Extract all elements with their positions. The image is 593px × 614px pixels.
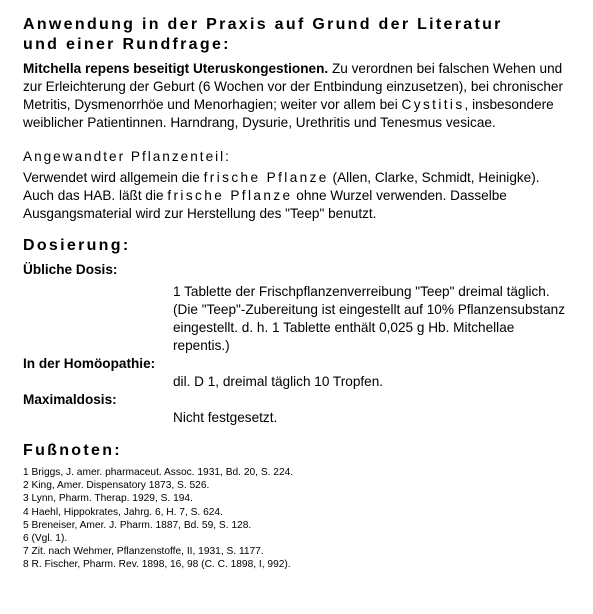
section-heading-fussnoten: Fußnoten: bbox=[23, 442, 122, 459]
dose-value-ueblich: 1 Tablette der Frischpflanzenverreibung "Teep" dreimal täglich. (Die "Teep"-Zubereitung ist eingestellt auf 10% Pflanzensubstanz eingestellt. d. h. 1 Tablette enthält 0,025 g Hb. Mitchellae repentis.) bbox=[173, 284, 566, 353]
dose-label-homoeopathie: In der Homöopathie: bbox=[23, 356, 156, 371]
pflanzenteil-text-1: Verwendet wird allgemein die bbox=[23, 170, 204, 185]
footnote-item: 7 Zit. nach Wehmer, Pflanzenstoffe, II, 1931, S. 1177. bbox=[23, 546, 264, 558]
footnote-item: 4 Haehl, Hippokrates, Jahrg. 6, H. 7, S. 624. bbox=[23, 506, 223, 518]
spaced-frische-pflanze-1: frische Pflanze bbox=[203, 170, 329, 185]
footnote-item: 3 Lynn, Pharm. Therap. 1929, S. 194. bbox=[23, 493, 193, 505]
pflanzenteil-text-3: ohne Wurzel verwenden. Dasselbe Ausgangsmaterial wird zur Herstellung des "Teep" benutzt. bbox=[23, 188, 507, 221]
subheading-pflanzenteil: Angewandter Pflanzenteil: bbox=[23, 149, 231, 164]
footnote-item: 2 King, Amer. Dispensatory 1873, S. 526. bbox=[23, 480, 210, 492]
document-page bbox=[23, 15, 573, 572]
footnote-item: 1 Briggs, J. amer. pharmaceut. Assoc. 1931, Bd. 20, S. 224. bbox=[23, 467, 294, 478]
heading-line-1: Anwendung in der Praxis auf Grund der Literatur bbox=[23, 16, 503, 33]
anwendung-text-b: , insbesondere weiblicher Patientinnen. Harndrang, Dysurie, Urethritis und Tenesmus vesicae. bbox=[23, 97, 554, 130]
footnote-item: 8 R. Fischer, Pharm. Rev. 1898, 16, 98 (C. C. 1898, I, 992). bbox=[23, 559, 291, 571]
pflanzenteil-paragraph bbox=[23, 169, 573, 223]
section-heading-dosierung: Dosierung: bbox=[23, 237, 131, 254]
dose-label-maximal: Maximaldosis: bbox=[23, 392, 117, 407]
anwendung-paragraph bbox=[23, 60, 573, 132]
bold-lead: Mitchella repens beseitigt Uteruskongestionen. bbox=[23, 61, 329, 76]
footnote-item: 5 Breneiser, Amer. J. Pharm. 1887, Bd. 59, S. 128. bbox=[23, 519, 252, 531]
anwendung-text-a: Zu verordnen bei falschen Wehen und zur Erleichterung der Geburt (6 Wochen vor der Entbindung einzusetzen), bei chronischer Metritis, Dysmenorrhöe und Menorhagien; weiter vor allem bei bbox=[23, 61, 564, 112]
dose-label-ueblich: Übliche Dosis: bbox=[23, 262, 118, 277]
section-heading-anwendung bbox=[23, 15, 573, 55]
spaced-word-cystitis: Cystitis bbox=[401, 97, 465, 112]
footnote-item: 6 (Vgl. 1). bbox=[23, 533, 68, 545]
dose-value-homoeopathie: dil. D 1, dreimal täglich 10 Tropfen. bbox=[173, 374, 384, 389]
pflanzenteil-text-2: (Allen, Clarke, Schmidt, Heinigke). Auch das HAB. läßt die bbox=[23, 170, 540, 203]
dose-value-maximal: Nicht festgesetzt. bbox=[173, 410, 278, 425]
heading-line-2: und einer Rundfrage: bbox=[23, 36, 231, 53]
spaced-frische-pflanze-2: frische Pflanze bbox=[167, 188, 293, 203]
footnote-list bbox=[23, 466, 573, 572]
